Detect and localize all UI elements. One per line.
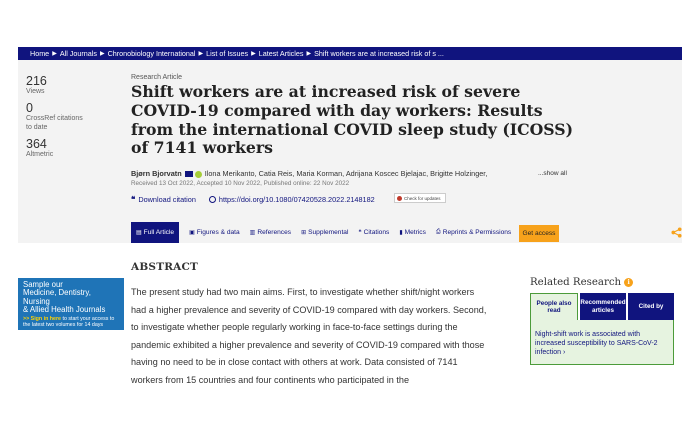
tab-full-article[interactable]: [131, 222, 179, 243]
citation-row: [131, 195, 375, 204]
share-icon[interactable]: [671, 227, 682, 238]
related-article-title: Night-shift work is associated with increased susceptibility to SARS-CoV-2 infection: [535, 331, 658, 356]
tab-label: Metrics: [404, 229, 426, 236]
breadcrumb-journal[interactable]: Chronobiology International: [107, 49, 196, 58]
views-label: Views: [26, 88, 45, 95]
abstract-text: The present study had two main aims. First, to investigate whether shift/night workers had a higher prevalence and severity of COVID-19 compared with day workers. Second, to investigate whether people regularly working in face-to-face settings during the pandemic exhibited a higher prevalence and severity of COVID-19 compared with those having no need to be in close contact with others at work. Data consisted of 7141 workers from 15 countries and four continents who participated in the: [131, 287, 487, 385]
related-tabs: [530, 293, 674, 320]
chevron-right-icon: ▶: [198, 51, 204, 57]
related-list: [530, 320, 674, 365]
chevron-right-icon: ▶: [306, 51, 312, 57]
quote-icon: ❝: [131, 195, 136, 204]
crossmark-icon: [397, 196, 402, 201]
tab-label: Figures & data: [196, 229, 240, 236]
tab-label: References: [257, 229, 292, 236]
doi-label: https://doi.org/10.1080/07420528.2022.2148182: [218, 195, 375, 204]
chevron-right-icon: ▶: [99, 51, 105, 57]
tab-label: Full Article: [143, 229, 175, 236]
chevron-right-icon: ›: [563, 349, 566, 356]
crossref-label: CrossRef citations to date: [26, 115, 83, 131]
download-citation-label: Download citation: [138, 195, 196, 204]
altmetric-count: 364: [26, 137, 47, 151]
get-access-button[interactable]: Get access: [519, 225, 559, 242]
bar-chart-icon: ▮: [399, 230, 403, 236]
document-icon: ▤: [136, 230, 142, 236]
download-citation-link[interactable]: [131, 195, 196, 204]
breadcrumb-current: Shift workers are at increased risk of s ...: [314, 49, 444, 58]
views-count: 216: [26, 74, 47, 88]
link-icon: [209, 196, 216, 203]
tab-reprints[interactable]: [431, 222, 516, 243]
plus-icon: ⊞: [301, 230, 307, 236]
breadcrumb-issues[interactable]: List of Issues: [206, 49, 249, 58]
altmetric-metric[interactable]: [26, 137, 53, 160]
tab-label: Reprints & Permissions: [442, 229, 512, 236]
crossref-count: 0: [26, 101, 33, 115]
tab-recommended-articles[interactable]: Recommended articles: [580, 293, 626, 320]
promo-banner[interactable]: [18, 278, 124, 330]
tab-supplemental[interactable]: [296, 222, 353, 243]
altmetric-label: Altmetric: [26, 151, 54, 158]
breadcrumb-latest[interactable]: Latest Articles: [258, 49, 304, 58]
first-author[interactable]: Bjørn Bjorvatn: [131, 169, 182, 178]
breadcrumb-all-journals[interactable]: All Journals: [59, 49, 97, 58]
other-authors[interactable]: Ilona Merikanto, Catia Reis, Maria Korman, Adrijana Koscec Bjelajac, Brigitte Holzinger,: [204, 169, 488, 178]
check-updates-label: Check for updates: [404, 195, 441, 201]
article-tabs: [131, 222, 516, 243]
promo-small-text: to start your access to the latest two volumes for 14 days: [23, 315, 115, 328]
image-icon: ▣: [189, 230, 195, 236]
print-icon: ⎙: [435, 229, 441, 235]
related-article-link[interactable]: [535, 330, 669, 357]
promo-line: Medicine, Dentistry, Nursing: [23, 288, 91, 306]
article-title: Shift workers are at increased risk of severe COVID-19 compared with day workers: Results from the international COVID sleep study (ICOSS) of 7141 workers: [131, 82, 574, 158]
promo-line: & Allied Health Journals: [23, 305, 106, 315]
author-list: [131, 169, 571, 178]
envelope-icon[interactable]: [185, 171, 193, 177]
crossref-metric[interactable]: [26, 101, 86, 132]
orcid-icon[interactable]: [195, 171, 202, 178]
breadcrumb: [18, 47, 682, 60]
check-for-updates-badge[interactable]: [394, 193, 446, 203]
book-icon: ▥: [249, 230, 256, 236]
show-all-authors-link[interactable]: ...show all: [538, 170, 567, 177]
tab-metrics[interactable]: [394, 222, 431, 243]
promo-signin-link[interactable]: >> Sign in here: [23, 315, 61, 322]
views-metric: [26, 74, 47, 97]
breadcrumb-home[interactable]: Home: [30, 49, 50, 58]
quote-icon: ❝: [358, 230, 362, 236]
tab-figures[interactable]: [184, 222, 245, 243]
tab-people-also-read[interactable]: People also read: [530, 293, 578, 320]
tab-label: Supplemental: [308, 229, 349, 236]
info-icon[interactable]: i: [624, 278, 633, 287]
chevron-right-icon: ▶: [52, 51, 57, 57]
article-type: Research Article: [131, 74, 182, 81]
related-title: Related Research: [530, 277, 622, 288]
tab-label: Citations: [363, 229, 390, 236]
tab-citations[interactable]: [353, 222, 394, 243]
tab-cited-by[interactable]: Cited by: [628, 293, 674, 320]
doi-link[interactable]: [209, 195, 375, 204]
tab-references[interactable]: [245, 222, 296, 243]
chevron-right-icon: ▶: [251, 51, 256, 57]
abstract-heading: ABSTRACT: [131, 261, 199, 273]
related-research-heading: [530, 277, 633, 288]
publication-dates: Received 13 Oct 2022, Accepted 10 Nov 2022, Published online: 22 Nov 2022: [131, 180, 350, 187]
promo-line: Sample our: [23, 280, 63, 289]
promo-signin-text: [23, 316, 119, 328]
